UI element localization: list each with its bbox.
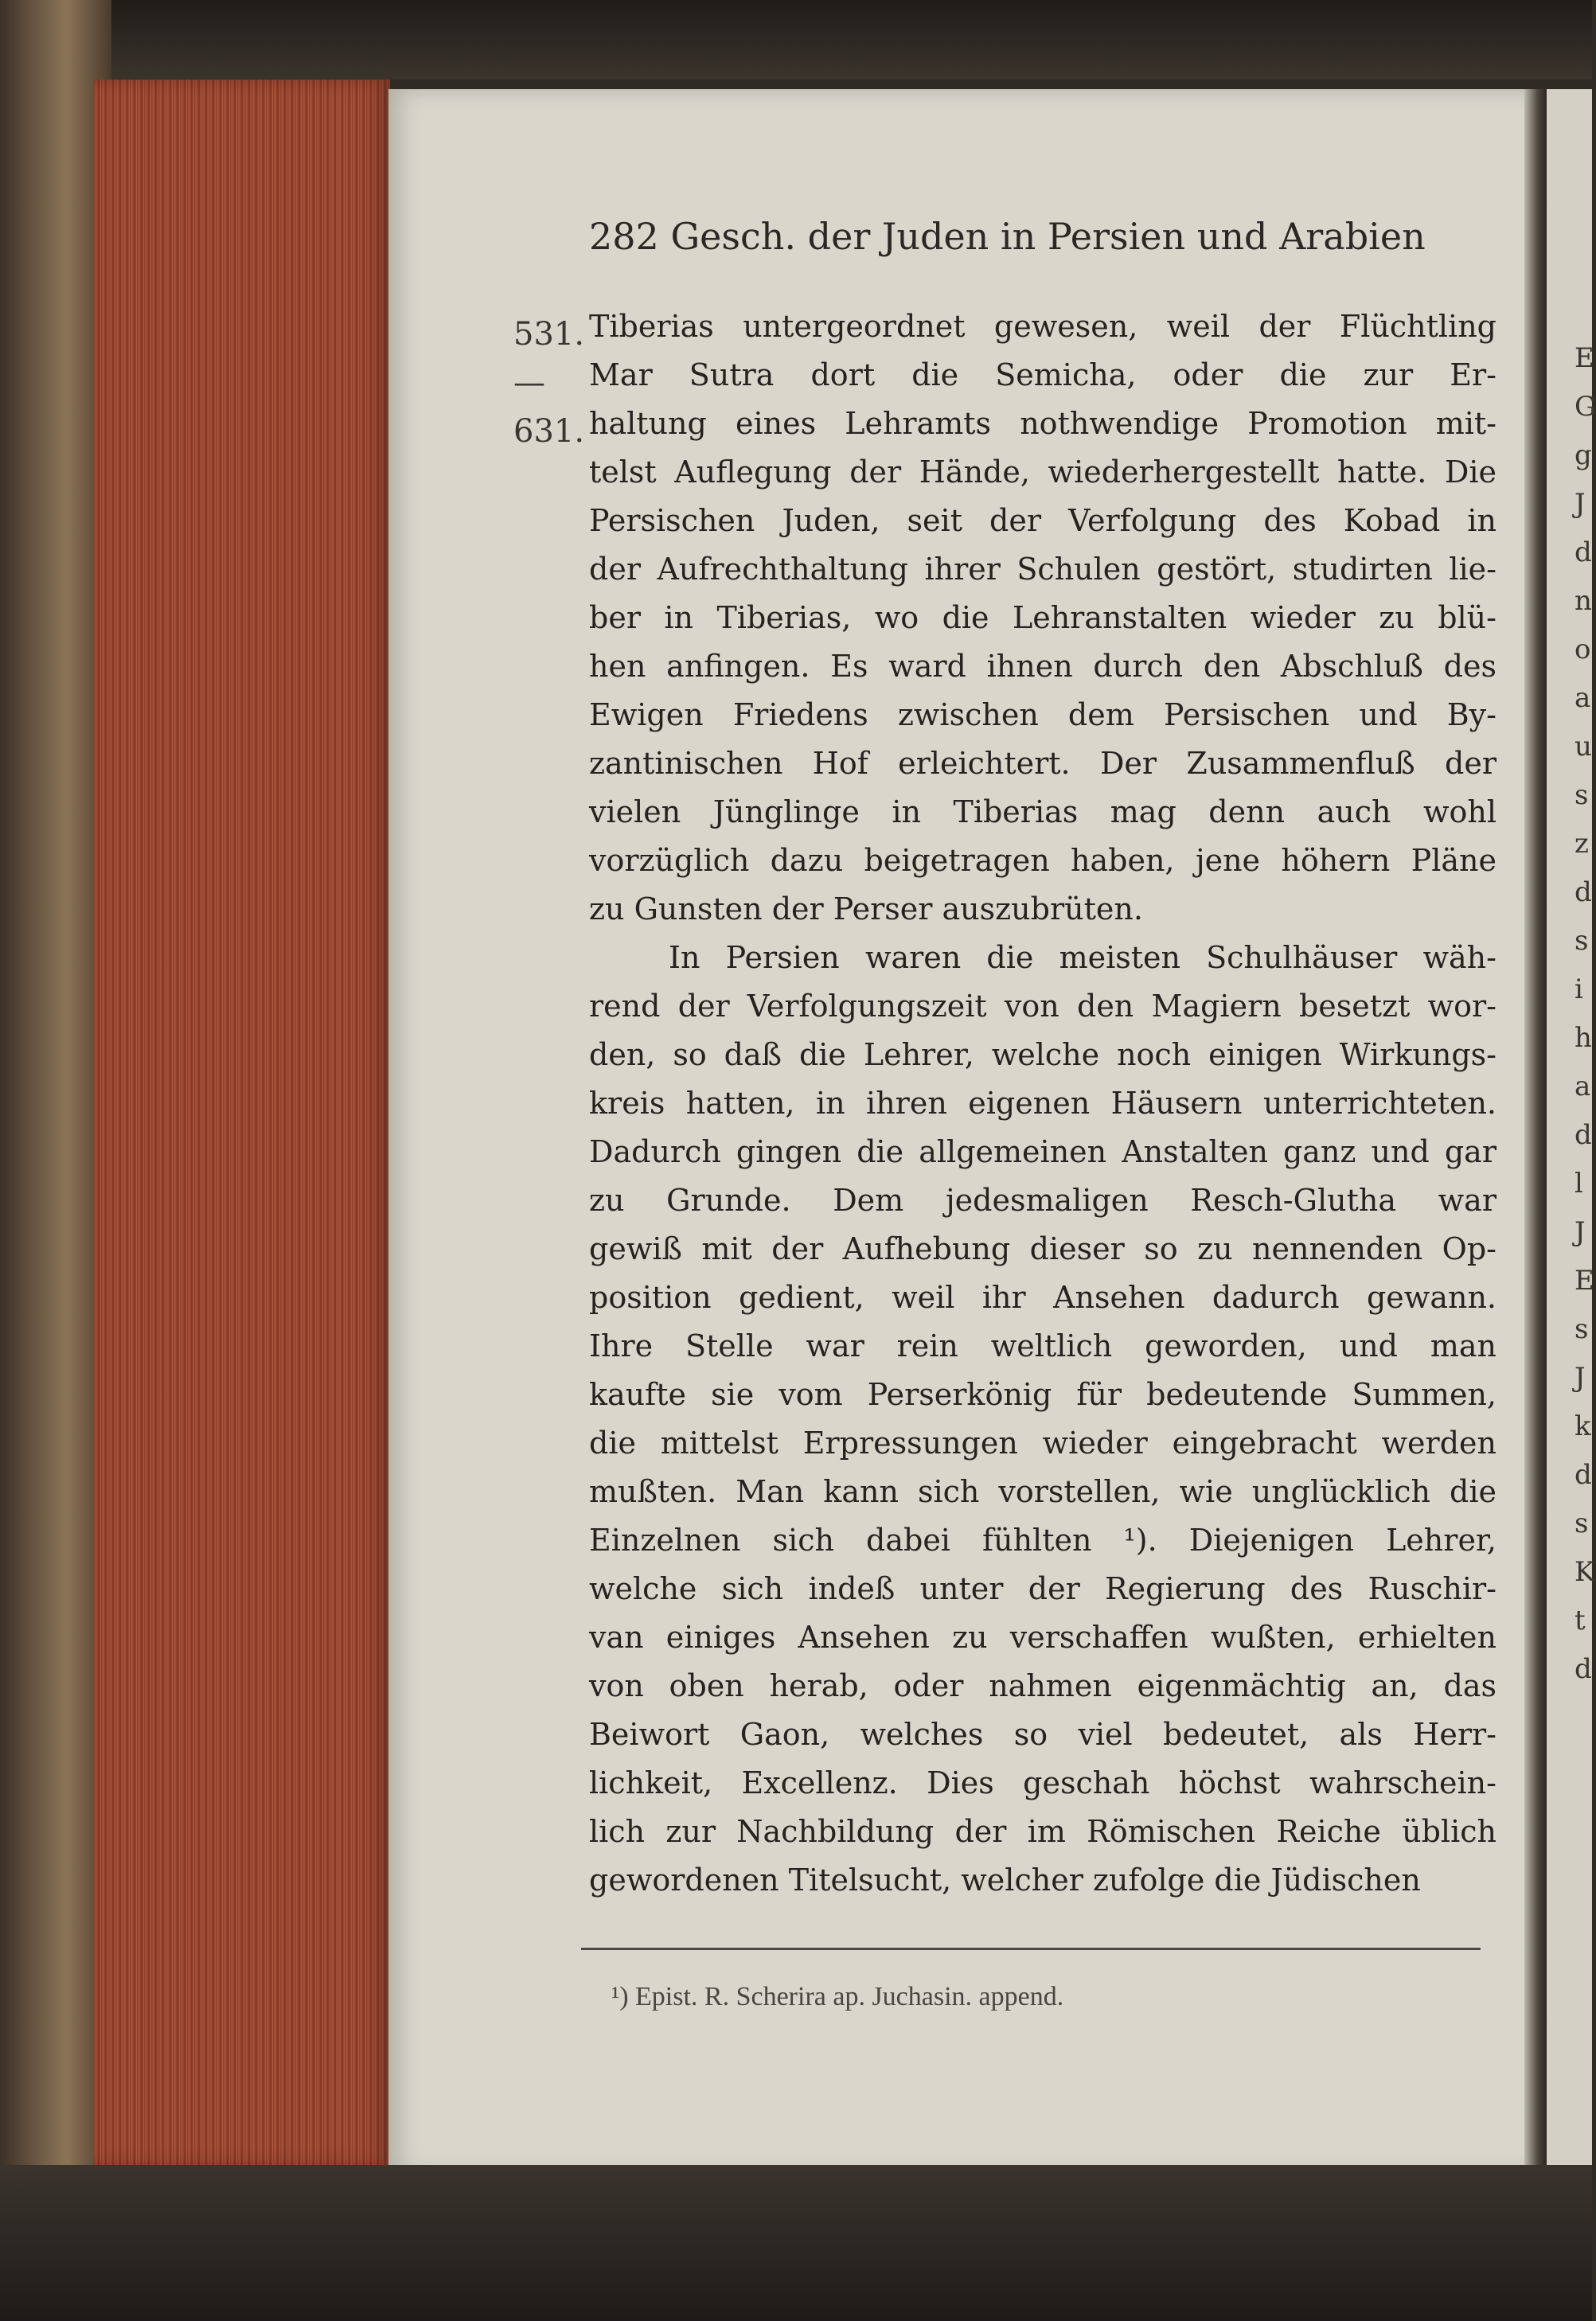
facing-page-fragment: d [1575, 1459, 1592, 1491]
text-line: vorzüglich dazu beigetragen haben, jene höhern Pläne [589, 843, 1496, 878]
facing-page-fragment: s [1575, 1313, 1589, 1345]
text-line: gewiß mit der Aufhebung dieser so zu nennenden Op- [589, 1231, 1496, 1266]
facing-page-fragment: K [1575, 1556, 1595, 1588]
text-line: der Aufrechthaltung ihrer Schulen gestört, studirten lie- [589, 552, 1496, 587]
text-line: Tiberias untergeordnet gewesen, weil der Flüchtling [589, 309, 1496, 344]
text-line: zu Grunde. Dem jedesmaligen Resch-Glutha war [589, 1183, 1496, 1218]
facing-page-fragment: J [1575, 488, 1586, 520]
book-bottom-shadow [0, 2165, 1592, 2321]
text-line: haltung eines Lehramts nothwendige Promotion mit- [589, 406, 1496, 441]
text-line: die mittelst Erpressungen wieder eingebracht werden [589, 1426, 1496, 1461]
facing-page-fragment: J [1575, 1362, 1586, 1394]
text-line: den, so daß die Lehrer, welche noch einigen Wirkungs- [589, 1037, 1496, 1072]
body-text [589, 302, 1496, 1905]
facing-page-fragment: E [1575, 1265, 1594, 1297]
red-page-edges [94, 80, 390, 2165]
facing-page-text [1575, 334, 1596, 1694]
facing-page-fragment: t [1575, 1605, 1586, 1636]
facing-page-fragment: G [1575, 391, 1596, 423]
book-cover-top [0, 0, 1592, 80]
running-header [589, 215, 1433, 258]
text-line: zu Gunsten der Perser auszubrüten. [589, 891, 1143, 926]
text-line: von oben herab, oder nahmen eigenmächtig an, das [589, 1668, 1496, 1703]
footnote-rule [581, 1948, 1481, 1950]
facing-page-fragment: i [1575, 973, 1583, 1005]
facing-page-fragment: J [1575, 1216, 1586, 1248]
text-line: vielen Jünglinge in Tiberias mag denn auch wohl [589, 794, 1496, 829]
text-line: Persischen Juden, seit der Verfolgung des Kobad in [589, 503, 1496, 538]
page-number: 282 [589, 215, 659, 258]
facing-page-fragment: n [1575, 585, 1592, 617]
margin-year-notes [513, 310, 585, 456]
facing-page-fragment: s [1575, 1508, 1589, 1539]
facing-page-fragment: a [1575, 682, 1591, 714]
facing-page-fragment: d [1575, 1653, 1592, 1685]
text-line: ber in Tiberias, wo die Lehranstalten wieder zu blü- [589, 600, 1496, 635]
text-line: In Persien waren die meisten Schulhäuser wäh- [669, 940, 1496, 975]
facing-page-fragment: s [1575, 925, 1589, 957]
facing-page-fragment: s [1575, 779, 1589, 811]
text-line: gewordenen Titelsucht, welcher zufolge die Jüdischen [589, 1863, 1421, 1898]
text-line: welche sich indeß unter der Regierung des Ruschir- [589, 1571, 1496, 1606]
facing-page-fragment: g [1575, 439, 1592, 471]
text-line: rend der Verfolgungszeit von den Magiern besetzt wor- [589, 989, 1496, 1024]
running-title: Gesch. der Juden in Persien und Arabien [670, 215, 1426, 258]
facing-page-fragment: h [1575, 1022, 1592, 1054]
facing-page-fragment: z [1575, 828, 1589, 860]
text-line: van einiges Ansehen zu verschaffen wußten, erhielten [589, 1620, 1496, 1655]
margin-note: 531. [513, 316, 585, 353]
text-line: zantinischen Hof erleichtert. Der Zusammenfluß der [589, 746, 1496, 781]
text-line: kreis hatten, in ihren eigenen Häusern unterrichteten. [589, 1086, 1496, 1121]
text-line: mußten. Man kann sich vorstellen, wie unglücklich die [589, 1474, 1496, 1509]
text-line: Ewigen Friedens zwischen dem Persischen und By- [589, 697, 1496, 732]
text-line: lichkeit, Excellenz. Dies geschah höchst wahrschein- [589, 1765, 1496, 1800]
text-line: Einzelnen sich dabei fühlten ¹). Diejenigen Lehrer, [589, 1523, 1496, 1558]
text-line: Beiwort Gaon, welches so viel bedeutet, als Herr- [589, 1717, 1496, 1752]
margin-note: 631. [513, 413, 585, 450]
facing-page-fragment: a [1575, 1071, 1591, 1102]
book-gutter [1524, 89, 1547, 2175]
text-line: kaufte sie vom Perserkönig für bedeutende Summen, [589, 1377, 1496, 1412]
text-line: hen anfingen. Es ward ihnen durch den Abschluß des [589, 649, 1496, 684]
text-line: Mar Sutra dort die Semicha, oder die zur Er- [589, 357, 1496, 392]
facing-page-fragment: u [1575, 731, 1592, 763]
facing-page-fragment: o [1575, 634, 1591, 665]
text-line: lich zur Nachbildung der im Römischen Reiche üblich [589, 1814, 1496, 1849]
facing-page-fragment: E [1575, 342, 1594, 374]
facing-page-fragment: d [1575, 1119, 1592, 1151]
facing-page-fragment: d [1575, 876, 1592, 908]
text-line: Ihre Stelle war rein weltlich geworden, und man [589, 1328, 1496, 1363]
margin-note: — [513, 365, 545, 401]
text-line: Dadurch gingen die allgemeinen Anstalten ganz und gar [589, 1134, 1496, 1169]
facing-page-fragment: l [1575, 1168, 1583, 1200]
facing-page-fragment: d [1575, 536, 1592, 568]
footnote: ¹) Epist. R. Scherira ap. Juchasin. append. [611, 1982, 1064, 2011]
text-line: telst Auflegung der Hände, wiederhergestellt hatte. Die [589, 454, 1496, 490]
text-line: position gedient, weil ihr Ansehen dadurch gewann. [589, 1280, 1496, 1315]
facing-page-fragment: k [1575, 1410, 1591, 1442]
